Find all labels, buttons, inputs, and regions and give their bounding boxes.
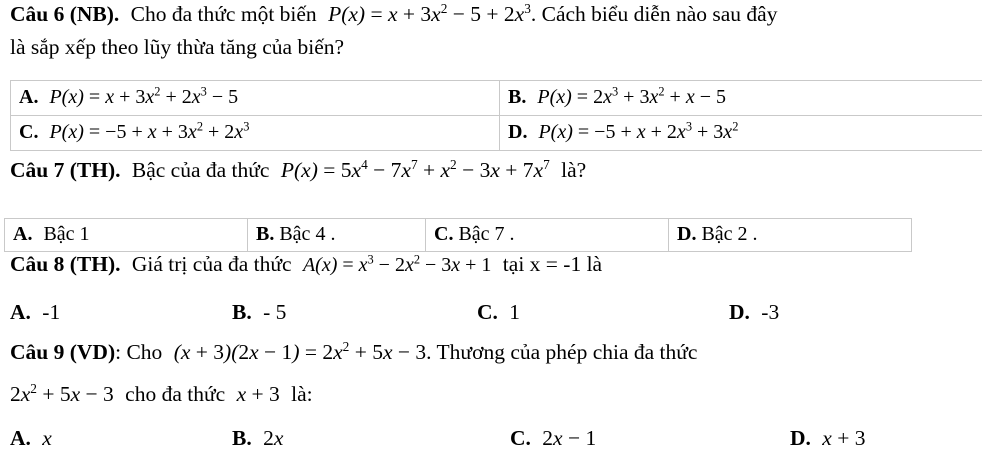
question-6-options-table (10, 80, 982, 151)
option-c-text: 2x − 1 (542, 426, 597, 450)
option-d-label: D. (677, 223, 697, 245)
option-d-text: x + 3 (822, 426, 866, 450)
question-7-option-a[interactable] (5, 219, 248, 252)
option-a-text: $P(x) = x + 3x^2 + 2x^3 - 5$ (49, 84, 239, 108)
question-8-expression: $A(x) = x^3 - 2x^2 - 3x + 1$ (302, 252, 492, 276)
question-6-label: Câu 6 (NB). (10, 2, 120, 26)
question-7-text (10, 156, 587, 182)
option-d-label: D. (729, 300, 750, 324)
question-9-text-line2 (10, 380, 313, 406)
option-b-text: $P(x) = 2x^3 + 3x^2 + x - 5$ (537, 84, 726, 108)
option-a-label: A. (13, 223, 33, 245)
table-row (5, 219, 912, 252)
option-a-label: A. (10, 300, 31, 324)
question-7-prompt-2: là? (561, 158, 587, 182)
option-b-label: B. (232, 300, 252, 324)
question-8-text (10, 254, 602, 276)
question-9-option-c[interactable] (510, 428, 596, 450)
question-8-option-d[interactable] (729, 302, 779, 324)
question-7-option-b[interactable] (248, 219, 426, 252)
question-6-text (10, 0, 972, 59)
option-d-text: Bậc 2 . (701, 223, 758, 245)
question-8-option-b[interactable] (232, 302, 286, 324)
option-b-text: - 5 (263, 300, 287, 324)
option-c-label: C. (510, 426, 531, 450)
option-d-label: D. (508, 121, 528, 143)
option-c-label: C. (477, 300, 498, 324)
question-6-expression: $P(x) = x + 3x^2 - 5 + 2x^3$ (328, 0, 531, 26)
question-9-option-b[interactable] (232, 428, 283, 450)
option-b-text: Bậc 4 . (279, 223, 336, 245)
question-7-label: Câu 7 (TH). (10, 158, 121, 182)
option-b-label: B. (256, 223, 275, 245)
table-row (11, 116, 982, 151)
option-a-text: x (42, 426, 52, 450)
question-7-prompt: Bậc của đa thức (131, 158, 270, 182)
question-7-option-d[interactable] (669, 219, 912, 252)
option-c-label: C. (434, 223, 454, 245)
option-a-text: -1 (42, 300, 61, 324)
question-7-option-c[interactable] (426, 219, 669, 252)
option-b-label: B. (232, 426, 252, 450)
question-7-expression: $P(x) = 5x^4 - 7x^7 + x^2 - 3x + 7x^7$ (280, 156, 550, 182)
question-6-option-a[interactable] (11, 81, 500, 116)
question-9-option-a[interactable] (10, 428, 52, 450)
option-a-label: A. (19, 86, 39, 108)
question-6-prompt-2: . Cách biểu diễn nào sau đây (530, 2, 778, 26)
question-9-prompt-2: . Thương của phép chia đa thức (426, 340, 698, 364)
table-row (11, 81, 982, 116)
option-b-label: B. (508, 86, 527, 108)
question-8-label: Câu 8 (TH). (10, 252, 121, 276)
question-9-expression: $(x + 3)(2x - 1) = 2x^2 + 5x - 3$ (173, 338, 427, 364)
question-6-option-d[interactable] (500, 116, 982, 151)
question-6-option-b[interactable] (500, 81, 982, 116)
option-c-text: Bậc 7 . (458, 223, 515, 245)
question-8-option-c[interactable] (477, 302, 520, 324)
question-9-prompt: : Cho (115, 340, 163, 364)
option-d-text: $P(x) = -5 + x + 2x^3 + 3x^2$ (538, 119, 739, 143)
question-9-line2-end: là: (291, 382, 313, 406)
option-c-text: 1 (509, 300, 521, 324)
question-9-text (10, 338, 698, 364)
option-d-label: D. (790, 426, 811, 450)
question-9-line2-expression: $2x^2 + 5x - 3$ (10, 380, 114, 406)
question-9-label: Câu 9 (VD) (10, 340, 116, 364)
question-6-option-c[interactable] (11, 116, 500, 151)
option-a-label: A. (10, 426, 31, 450)
question-7-options-table (4, 218, 912, 252)
question-9-line2-expression-2: x + 3 (236, 382, 280, 406)
option-a-text: Bậc 1 (43, 223, 90, 245)
option-c-text: $P(x) = -5 + x + 3x^2 + 2x^3$ (49, 119, 250, 143)
question-8-option-a[interactable] (10, 302, 60, 324)
question-6-prompt: Cho đa thức một biến (130, 2, 317, 26)
question-8-prompt: Giá trị của đa thức (131, 252, 292, 276)
option-c-label: C. (19, 121, 39, 143)
question-6-prompt-line2: là sắp xếp theo lũy thừa tăng của biến? (10, 34, 345, 59)
question-9-line2-mid: cho đa thức (125, 382, 226, 406)
option-d-text: -3 (761, 300, 780, 324)
question-8-prompt-2: tại x = -1 là (502, 252, 603, 276)
question-9-option-d[interactable] (790, 428, 865, 450)
option-b-text: 2x (263, 426, 284, 450)
